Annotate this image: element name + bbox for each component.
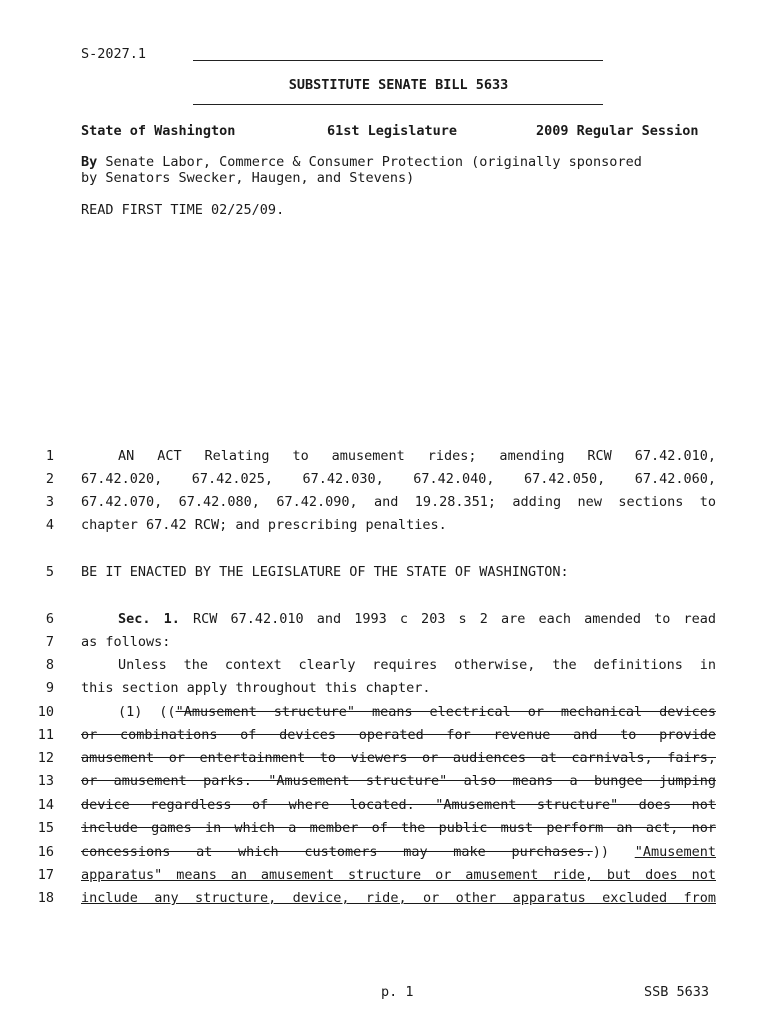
body-line: Unless the context clearly requires otherwise, the definitions in xyxy=(118,657,716,673)
underlined-text: "Amusement xyxy=(634,844,716,860)
sponsor-line-1 xyxy=(81,154,642,170)
by-label: By xyxy=(81,154,98,170)
body-line: AN ACT Relating to amusement rides; amending RCW 67.42.010, xyxy=(118,448,716,464)
line-number: 10 xyxy=(37,704,54,720)
struck-text: amusement or entertainment to viewers or audiences at carnivals, fairs, xyxy=(81,750,716,766)
line-number: 7 xyxy=(45,634,54,650)
line-number: 16 xyxy=(37,844,54,860)
struck-text: device regardless of where located. "Amusement structure" does not xyxy=(81,797,716,813)
body-line: 67.42.020, 67.42.025, 67.42.030, 67.42.040, 67.42.050, 67.42.060, xyxy=(81,471,716,487)
body-line: this section apply throughout this chapter. xyxy=(81,680,431,696)
legislature-label: 61st Legislature xyxy=(327,123,458,139)
footer-bill-id: SSB 5633 xyxy=(644,984,710,1000)
header-rule-bottom xyxy=(193,104,603,105)
line-number: 12 xyxy=(37,750,54,766)
line-number: 13 xyxy=(37,773,54,789)
line-number: 9 xyxy=(45,680,54,696)
struck-text: concessions at which customers may make purchases. xyxy=(81,844,593,860)
line-number: 6 xyxy=(45,611,54,627)
header-rule-top xyxy=(193,60,603,61)
line-number: 15 xyxy=(37,820,54,836)
section-citation: RCW 67.42.010 and 1993 c 203 s 2 are each amended to read xyxy=(179,611,716,627)
struck-text: include games in which a member of the public must perform an act, nor xyxy=(81,820,716,836)
line-number: 18 xyxy=(37,890,54,906)
line-number: 1 xyxy=(45,448,54,464)
session-label: 2009 Regular Session xyxy=(536,123,699,139)
underlined-text: include any structure, device, ride, or other apparatus excluded from xyxy=(81,890,716,906)
line-number: 3 xyxy=(45,494,54,510)
struck-text: or combinations of devices operated for revenue and to provide xyxy=(81,727,716,743)
line-number: 11 xyxy=(37,727,54,743)
subsection-marker: (1) (( xyxy=(118,704,176,720)
struck-text: or amusement parks. "Amusement structure" also means a bungee jumping xyxy=(81,773,716,789)
body-line: 67.42.070, 67.42.080, 67.42.090, and 19.28.351; adding new sections to xyxy=(81,494,716,510)
enacting-clause: BE IT ENACTED BY THE LEGISLATURE OF THE STATE OF WASHINGTON: xyxy=(81,564,569,580)
bill-title: SUBSTITUTE SENATE BILL 5633 xyxy=(288,77,509,93)
amended-line xyxy=(81,704,716,720)
underlined-text: apparatus" means an amusement structure or amusement ride, but does not xyxy=(81,867,716,883)
closing-parens: )) xyxy=(592,844,610,860)
amended-line xyxy=(81,844,716,860)
page-number: p. 1 xyxy=(381,984,414,1000)
line-number: 14 xyxy=(37,797,54,813)
body-line: as follows: xyxy=(81,634,171,650)
state-label: State of Washington xyxy=(81,123,236,139)
line-number: 4 xyxy=(45,517,54,533)
struck-text: "Amusement structure" means electrical or mechanical devices xyxy=(175,704,716,720)
section-number: Sec. 1. xyxy=(118,611,180,627)
line-number: 5 xyxy=(45,564,54,580)
body-line: chapter 67.42 RCW; and prescribing penalties. xyxy=(81,517,447,533)
line-number: 2 xyxy=(45,471,54,487)
line-number: 8 xyxy=(45,657,54,673)
sponsor-line-2: by Senators Swecker, Haugen, and Stevens) xyxy=(81,170,415,186)
line-number: 17 xyxy=(37,867,54,883)
section-heading-line xyxy=(81,611,716,627)
read-first-time: READ FIRST TIME 02/25/09. xyxy=(81,202,285,218)
sponsor-text-1: Senate Labor, Commerce & Consumer Protection (originally sponsored xyxy=(97,154,642,170)
document-id: S-2027.1 xyxy=(81,46,147,62)
